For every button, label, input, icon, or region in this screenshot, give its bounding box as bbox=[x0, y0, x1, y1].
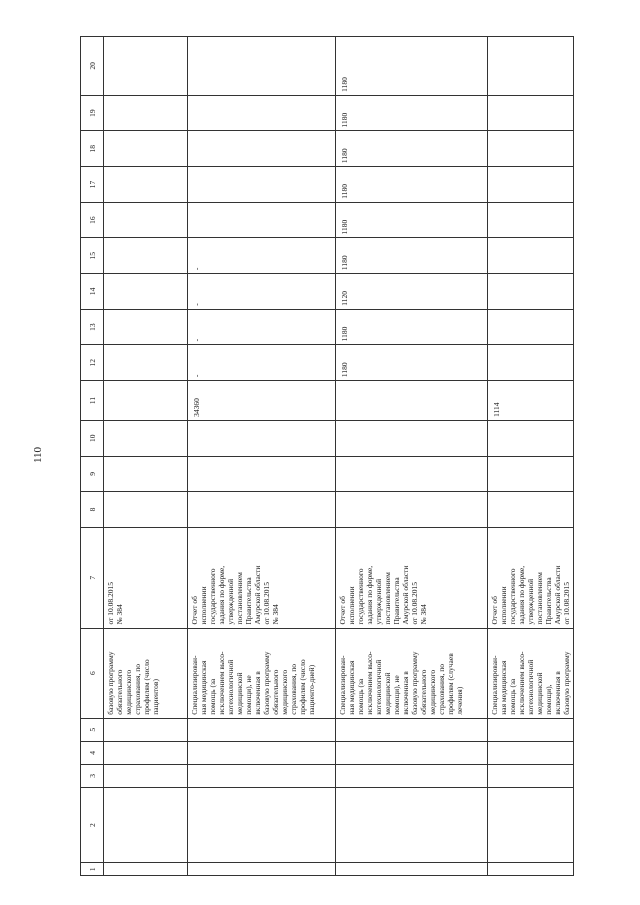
column-header: 7 bbox=[81, 527, 104, 628]
cell-value bbox=[104, 492, 188, 528]
cell-value: 34360 bbox=[188, 381, 336, 421]
column-header: 20 bbox=[81, 37, 104, 96]
cell-value bbox=[488, 274, 574, 310]
column-header: 6 bbox=[81, 628, 104, 718]
cell-value bbox=[188, 37, 336, 96]
column-header: 4 bbox=[81, 741, 104, 764]
cell-col2 bbox=[188, 787, 336, 863]
cell-col5 bbox=[488, 718, 574, 741]
cell-col1 bbox=[488, 863, 574, 876]
table-row bbox=[336, 37, 488, 876]
cell-value: 1114 bbox=[488, 381, 574, 421]
table-row bbox=[188, 37, 336, 876]
cell-value: 1180 bbox=[336, 309, 488, 345]
table-row bbox=[488, 37, 574, 876]
cell-col3 bbox=[188, 764, 336, 787]
cell-value: 1180 bbox=[336, 345, 488, 381]
cell-value bbox=[104, 309, 188, 345]
cell-value: 1180 bbox=[336, 202, 488, 238]
column-header: 3 bbox=[81, 764, 104, 787]
cell-value bbox=[488, 37, 574, 96]
cell-report-form: от 10.08.2015 № 384 bbox=[104, 527, 188, 628]
column-header: 2 bbox=[81, 787, 104, 863]
cell-value: 1120 bbox=[336, 274, 488, 310]
cell-value bbox=[104, 95, 188, 131]
column-header: 14 bbox=[81, 274, 104, 310]
cell-value bbox=[188, 131, 336, 167]
cell-value: - bbox=[188, 238, 336, 274]
cell-value: 1180 bbox=[336, 95, 488, 131]
cell-value bbox=[104, 37, 188, 96]
cell-value: - bbox=[188, 309, 336, 345]
cell-indicator-name: Специализирован- ная медицинская помощь (за исключением высо- котехнологичной медицинской помощи), не включенная в базовую программу обязательного медицинского страхования, по профилям (случаев лечения) bbox=[336, 628, 488, 718]
cell-value bbox=[104, 238, 188, 274]
cell-indicator-name: Специализирован- ная медицинская помощь (за исключением высо- котехнологичной медицинской помощи), не включенная в базовую программу обязательного медицинского страхования, по профилям (число пациенто-дней) bbox=[188, 628, 336, 718]
cell-col5 bbox=[188, 718, 336, 741]
cell-report-form: Отчет об исполнении государственного задания по форме, утвержденной постановлением Правительства Амурской области от 10.08.2015 bbox=[488, 527, 574, 628]
column-header: 19 bbox=[81, 95, 104, 131]
cell-value: 1180 bbox=[336, 238, 488, 274]
cell-value: - bbox=[188, 274, 336, 310]
page-number: 110 bbox=[32, 446, 44, 464]
cell-col1 bbox=[104, 863, 188, 876]
cell-value bbox=[488, 420, 574, 456]
cell-value bbox=[104, 420, 188, 456]
column-header: 1 bbox=[81, 863, 104, 876]
column-header: 11 bbox=[81, 381, 104, 421]
cell-value bbox=[488, 345, 574, 381]
cell-value: 1180 bbox=[336, 131, 488, 167]
cell-col4 bbox=[488, 741, 574, 764]
cell-value bbox=[336, 381, 488, 421]
cell-value bbox=[104, 345, 188, 381]
cell-value bbox=[104, 167, 188, 203]
cell-col4 bbox=[336, 741, 488, 764]
cell-col3 bbox=[488, 764, 574, 787]
cell-value bbox=[188, 167, 336, 203]
cell-value bbox=[488, 95, 574, 131]
column-header: 12 bbox=[81, 345, 104, 381]
cell-value bbox=[188, 492, 336, 528]
data-table bbox=[80, 36, 574, 876]
cell-value bbox=[188, 95, 336, 131]
cell-value bbox=[488, 309, 574, 345]
cell-col2 bbox=[104, 787, 188, 863]
column-header: 10 bbox=[81, 420, 104, 456]
column-header: 8 bbox=[81, 492, 104, 528]
cell-col2 bbox=[336, 787, 488, 863]
cell-col1 bbox=[336, 863, 488, 876]
cell-value bbox=[336, 492, 488, 528]
cell-col3 bbox=[336, 764, 488, 787]
cell-col3 bbox=[104, 764, 188, 787]
column-header: 15 bbox=[81, 238, 104, 274]
cell-value bbox=[104, 274, 188, 310]
column-header: 18 bbox=[81, 131, 104, 167]
cell-value bbox=[104, 131, 188, 167]
cell-value bbox=[336, 420, 488, 456]
cell-value bbox=[488, 202, 574, 238]
cell-value bbox=[488, 492, 574, 528]
cell-value bbox=[104, 456, 188, 492]
cell-col5 bbox=[104, 718, 188, 741]
cell-indicator-name: Специализирован- ная медицинская помощь (за исключением высо- котехнологичной медицинской помощи), включенная в базовую программу bbox=[488, 628, 574, 718]
cell-value bbox=[104, 202, 188, 238]
cell-col1 bbox=[188, 863, 336, 876]
cell-value: - bbox=[188, 345, 336, 381]
cell-value bbox=[488, 456, 574, 492]
cell-col4 bbox=[188, 741, 336, 764]
cell-report-form: Отчет об исполнении государственного задания по форме, утвержденной постановлением Правительства Амурской области от 10.08.2015 № 384 bbox=[188, 527, 336, 628]
cell-value: 1180 bbox=[336, 167, 488, 203]
cell-value bbox=[188, 420, 336, 456]
column-header: 16 bbox=[81, 202, 104, 238]
cell-value bbox=[188, 456, 336, 492]
cell-value: 1180 bbox=[336, 37, 488, 96]
header-row bbox=[81, 37, 104, 876]
cell-report-form: Отчет об исполнении государственного задания по форме, утвержденной постановлением Правительства Амурской области от 10.08.2015 № 384 bbox=[336, 527, 488, 628]
column-header: 17 bbox=[81, 167, 104, 203]
cell-value bbox=[488, 238, 574, 274]
column-header: 9 bbox=[81, 456, 104, 492]
cell-value bbox=[488, 167, 574, 203]
cell-col5 bbox=[336, 718, 488, 741]
column-header: 5 bbox=[81, 718, 104, 741]
cell-value bbox=[104, 381, 188, 421]
cell-value bbox=[488, 131, 574, 167]
table-sheet bbox=[80, 62, 640, 876]
cell-indicator-name: базовую программу обязательного медицинского страхования, по профилям (число пациентов) bbox=[104, 628, 188, 718]
cell-col2 bbox=[488, 787, 574, 863]
cell-value bbox=[188, 202, 336, 238]
table-row bbox=[104, 37, 188, 876]
column-header: 13 bbox=[81, 309, 104, 345]
cell-col4 bbox=[104, 741, 188, 764]
cell-value bbox=[336, 456, 488, 492]
